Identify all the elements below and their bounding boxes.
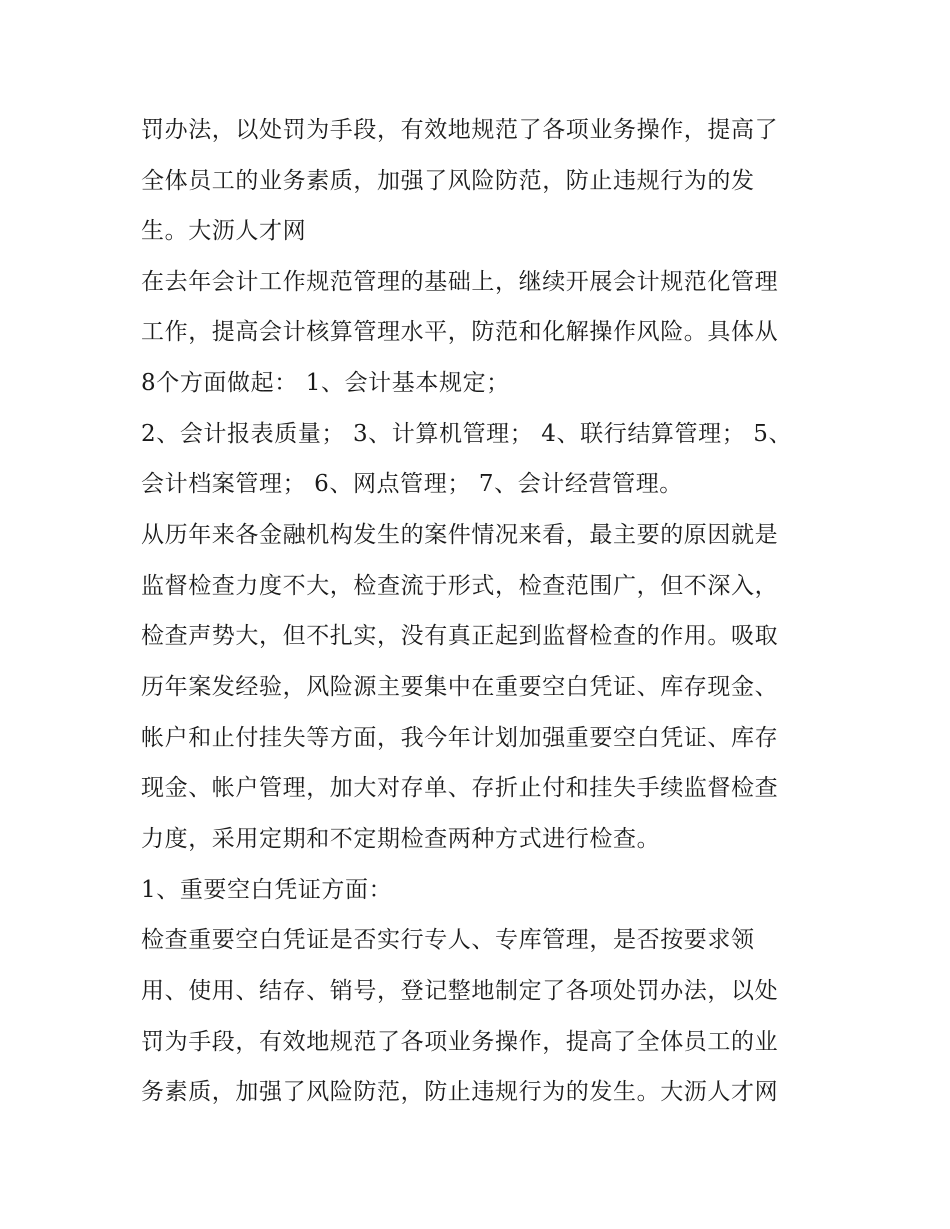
text-line: 工作，提高会计核算管理水平，防范和化解操作风险。具体从 xyxy=(141,319,779,345)
text-line: 历年案发经验，风险源主要集中在重要空白凭证、库存现金、 xyxy=(141,674,779,700)
text-line: 会计档案管理； 6、网点管理； 7、会计经营管理。 xyxy=(141,471,683,497)
text-line: 监督检查力度不大，检查流于形式，检查范围广，但不深入， xyxy=(141,573,779,599)
text-line: 罚办法，以处罚为手段，有效地规范了各项业务操作，提高了 xyxy=(141,117,779,143)
text-line: 现金、帐户管理，加大对存单、存折止付和挂失手续监督检查 xyxy=(141,775,779,801)
text-line: 检查重要空白凭证是否实行专人、专库管理，是否按要求领 xyxy=(141,927,755,953)
text-line: 力度，采用定期和不定期检查两种方式进行检查。 xyxy=(141,826,661,852)
text-line: 帐户和止付挂失等方面，我今年计划加强重要空白凭证、库存 xyxy=(141,725,779,751)
text-line: 从历年来各金融机构发生的案件情况来看，最主要的原因就是 xyxy=(141,522,779,548)
text-line: 8个方面做起： 1、会计基本规定； xyxy=(141,370,510,396)
text-line: 全体员工的业务素质，加强了风险防范，防止违规行为的发 xyxy=(141,168,755,194)
text-line: 在去年会计工作规范管理的基础上，继续开展会计规范化管理 xyxy=(141,269,779,295)
text-line: 罚为手段，有效地规范了各项业务操作，提高了全体员工的业 xyxy=(141,1029,779,1055)
text-line: 务素质，加强了风险防范，防止违规行为的发生。大沥人才网 xyxy=(141,1079,779,1105)
text-line: 检查声势大，但不扎实，没有真正起到监督检查的作用。吸取 xyxy=(141,623,779,649)
text-line: 1、重要空白凭证方面： xyxy=(141,877,393,903)
text-line: 生。大沥人才网 xyxy=(141,218,307,244)
text-line: 2、会计报表质量； 3、计算机管理； 4、联行结算管理； 5、 xyxy=(141,421,793,447)
text-line: 用、使用、结存、销号，登记整地制定了各项处罚办法，以处 xyxy=(141,978,779,1004)
